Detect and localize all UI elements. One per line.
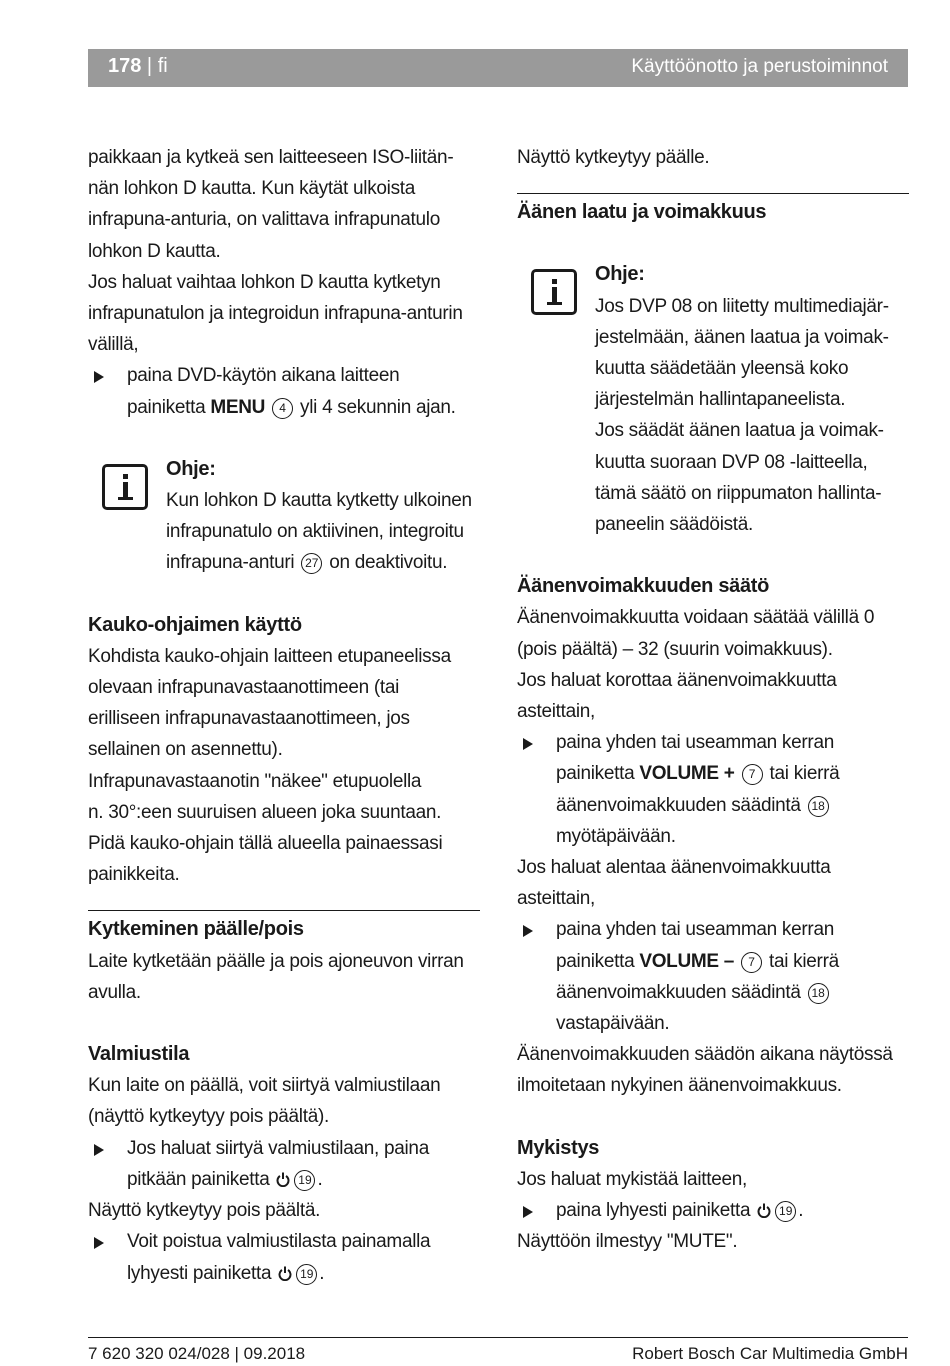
callout-number: 19 (775, 1201, 796, 1222)
heading-standby: Valmiustila (88, 1043, 190, 1066)
paragraph: Jos haluat vaihtaa lohkon D kautta kytketyn infrapunatulon ja integroidun infrapuna-anturin välillä, (88, 271, 463, 356)
page-header (88, 49, 908, 87)
note-box (88, 454, 480, 579)
paragraph: Jos haluat mykistää laitteen, (517, 1168, 747, 1190)
bullet-arrow-icon (523, 1206, 533, 1218)
paragraph: Infrapunavastaanotin "näkee" etupuolella n. 30°:een suuruisen alueen joka suuntaan. Pidä kauko-ohjain tällä alueella painaessasi painikkeita. (88, 770, 443, 886)
callout-number: 27 (301, 553, 322, 574)
bullet-arrow-icon (523, 925, 533, 937)
power-icon (278, 1266, 292, 1281)
callout-number: 19 (296, 1264, 317, 1285)
heading-mute: Mykistys (517, 1136, 600, 1159)
paragraph: Äänenvoimakkuutta voidaan säätää välillä 0 (pois päältä) – 32 (suurin voimakkuus). Jos haluat korottaa äänenvoimakkuutta asteittain, (517, 607, 875, 723)
note-title: Ohje: (166, 457, 216, 480)
note-box (517, 259, 909, 540)
list-item: paina DVD-käytön aikana laitteen painiketta MENU 4 yli 4 sekunnin ajan. (88, 360, 480, 422)
paragraph: Näyttöön ilmestyy "MUTE". (517, 1231, 738, 1253)
left-column (88, 142, 480, 1289)
section-title: Käyttöönotto ja perustoiminnot (631, 56, 888, 77)
paragraph: Laite kytketään päälle ja pois ajoneuvon virran avulla. (88, 950, 464, 1003)
bullet-arrow-icon (94, 371, 104, 383)
list-item: Jos haluat siirtyä valmiustilaan, paina pitkään painiketta 19 . (88, 1133, 480, 1195)
paragraph: paikkaan ja kytkeä sen laitteeseen ISO-liitän- nän lohkon D kautta. Kun käytät ulkoista infrapuna-anturia, on valittava infrapunatulo lohkon D kautta. (88, 147, 454, 262)
divider (88, 910, 480, 911)
list-item: paina yhden tai useamman kerran painiketta VOLUME + 7 tai kierrä äänenvoimakkuuden säädintä 18 myötäpäivään. (517, 727, 909, 852)
divider (517, 193, 909, 194)
callout-number: 7 (741, 952, 762, 973)
heading-volume: Äänenvoimakkuuden säätö (517, 575, 770, 598)
note-text: Kun lohkon D kautta kytketty ulkoinen infrapunatulo on aktiivinen, integroitu infrapuna-anturi 27 on deaktivoitu. (166, 490, 472, 574)
heading-remote: Kauko-ohjaimen käyttö (88, 613, 302, 636)
paragraph: Kun laite on päällä, voit siirtyä valmiustilaan (näyttö kytkeytyy pois päältä). (88, 1075, 441, 1128)
bullet-arrow-icon (523, 738, 533, 750)
paragraph: Näyttö kytkeytyy pois päältä. (88, 1200, 321, 1222)
list-item: Voit poistua valmiustilasta painamalla lyhyesti painiketta 19 . (88, 1226, 480, 1288)
page-footer (88, 1337, 908, 1363)
note-text: Jos DVP 08 on liitetty multimediajär- jestelmään, äänen laatua ja voimak- kuutta säädetään yleensä koko järjestelmän hallintapaneelista. Jos säädät äänen laatua ja voimak- kuutta suoraan DVP 08 -laitteella, tämä säätö on riippumaton hallinta- paneelin säädöistä. (595, 295, 889, 536)
callout-number: 4 (272, 398, 293, 419)
paragraph: Kohdista kauko-ohjain laitteen etupaneelissa olevaan infrapunavastaanottimeen (tai erilliseen infrapunavastaanottimeen, jos sellainen on asennettu). (88, 645, 451, 761)
bullet-arrow-icon (94, 1237, 104, 1249)
list-item: paina yhden tai useamman kerran painiketta VOLUME – 7 tai kierrä äänenvoimakkuuden säädintä 18 vastapäivään. (517, 914, 909, 1039)
paragraph: Äänenvoimakkuuden säädön aikana näytössä ilmoitetaan nykyinen äänenvoimakkuus. (517, 1044, 893, 1097)
callout-number: 7 (742, 764, 763, 785)
list-item: paina lyhyesti painiketta 19 . (517, 1195, 909, 1226)
right-column (517, 142, 909, 1258)
paragraph: Jos haluat alentaa äänenvoimakkuutta asteittain, (517, 857, 831, 910)
heading-onoff: Kytkeminen päälle/pois (88, 918, 304, 941)
info-icon (102, 464, 148, 510)
info-icon (531, 269, 577, 315)
callout-number: 19 (294, 1170, 315, 1191)
paragraph: Näyttö kytkeytyy päälle. (517, 147, 710, 168)
company-name: Robert Bosch Car Multimedia GmbH (632, 1344, 908, 1363)
note-title: Ohje: (595, 263, 645, 286)
power-icon (276, 1172, 290, 1187)
bullet-arrow-icon (94, 1144, 104, 1156)
doc-number: 7 620 320 024/028 | 09.2018 (88, 1344, 306, 1363)
callout-number: 18 (808, 796, 829, 817)
power-icon (757, 1203, 771, 1218)
heading-sound: Äänen laatu ja voimakkuus (517, 201, 767, 224)
callout-number: 18 (808, 983, 829, 1004)
page-number: 178 | fi (108, 55, 168, 77)
